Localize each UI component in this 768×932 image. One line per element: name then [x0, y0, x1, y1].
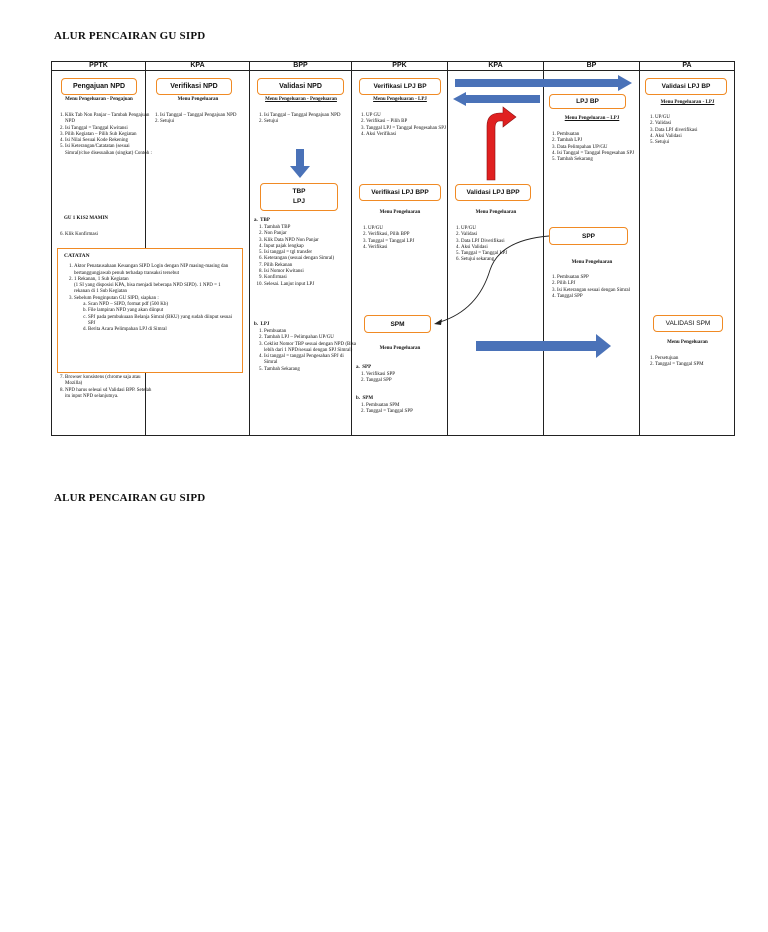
list-item: 10. Selesai. Lanjut input LPJ	[264, 282, 358, 288]
pptk-steps-7-8	[55, 375, 153, 400]
list-item: 2. Pilih LPJ	[557, 281, 647, 287]
box-spp: SPP	[549, 227, 628, 245]
list-item: 1. Pembuatan	[264, 329, 358, 335]
list-item: 2. Isi Tanggal = Tanggal Kwitansi	[65, 126, 153, 132]
bpp-tbp-steps	[254, 225, 358, 288]
bpp-menu: Menu Pengeluaran - Pengeluaran	[265, 97, 337, 102]
list-item: 3. Tanggal LPJ = Tanggal Pengesahan SPJ	[366, 126, 454, 132]
bp-steps	[547, 132, 647, 163]
list-item: 4. Isi tanggal = tanggal Pengesahan SPJ di Simral	[264, 354, 358, 367]
box-validasi-lpj-bp: Validasi LPJ BP	[645, 78, 727, 95]
list-item: a. Scan NPD – SIPD, format pdf (500 Kb)	[88, 302, 236, 308]
list-item: 4. Isi Tanggal = Tanggal Pengesahan SPJ	[557, 151, 647, 157]
kpa1-menu: Menu Pengeluaran	[177, 97, 219, 102]
bpp-section-a	[254, 218, 270, 224]
pa-menu: Menu Pengeluaran - LPJ	[660, 100, 715, 105]
list-item: 3. Tanggal = Tanggal LPJ	[368, 239, 454, 245]
list-item: 1. Pembuatan SPP	[557, 275, 647, 281]
column-header-ppk: PPK	[392, 62, 407, 69]
list-item: 2. Validasi	[655, 121, 743, 127]
list-item: 2. Setujui	[160, 119, 255, 125]
ppk-section-b	[356, 396, 373, 402]
list-item: c. SPJ pada pembukuaan Belanja Simral (BKU) yang sudah diinput sesuai SPJ	[88, 315, 236, 328]
list-item: 1. Pembuatan SPM	[366, 403, 454, 409]
list-item: 4. Verifikasi	[368, 245, 454, 251]
list-item: 4. Input pajak lengkap	[264, 244, 358, 250]
list-item: 2. Verifikasi, Pilih BPP	[368, 232, 454, 238]
section-title: TBP	[260, 218, 270, 223]
bp-menu: Menu Pengeluaran – LPJ	[564, 116, 620, 121]
list-item: 1. UP/GU	[368, 226, 454, 232]
pa-menu-2: Menu Pengeluaran	[667, 340, 708, 345]
catatan-item-2b: (1 SI yang disposisi KPA, bisa menjadi beberapa NPD SIPD). 1 NPD = 1 rekanan di 1 Sub Kegiatan	[74, 283, 221, 295]
list-item: 3. Ceklist Nomor TBP sesuai dengan NPD (Bisa lebih dari 1 NPD/sesuai dengan SPJ Simral)	[264, 342, 358, 355]
bp-menu-2: Menu Pengeluaran	[571, 260, 613, 265]
ppk-steps	[356, 113, 454, 138]
list-item: 9. Konfirmasi	[264, 275, 358, 281]
catatan-sublist	[74, 302, 236, 333]
list-item: 4. Tanggal SPP	[557, 294, 647, 300]
list-item: 1. UP GU	[366, 113, 454, 119]
list-item: 1. Klik Tab Non Panjar – Tambah Pengajuan NPD	[65, 113, 153, 126]
pptk-menu: Menu Pengeluaran - Pengajuan	[65, 97, 133, 102]
box-validasi-npd: Validasi NPD	[257, 78, 344, 95]
section-title: SPP	[362, 365, 372, 370]
list-item: 3. Klik Data NPD Non Panjar	[264, 238, 358, 244]
catatan-item-3: Sebelum Penginputan GU SIPD, siapkan :	[74, 295, 159, 301]
list-item: d. Berita Acara Pelimpahan LPJ di Simral	[88, 327, 236, 333]
list-item: 1. UP/GU	[461, 226, 551, 232]
list-item: 1. Pembuatan	[557, 132, 647, 138]
column-header-kpa-2: KPA	[488, 62, 503, 69]
ppk-steps-2	[358, 226, 454, 251]
list-item: 4. Aksi Validasi	[461, 245, 551, 251]
list-item: 2. Tanggal SPP	[366, 378, 454, 384]
catatan-heading: CATATAN	[64, 253, 90, 259]
bpp-lpj-steps	[254, 329, 358, 373]
list-item: 6. Setujui sekarang	[461, 257, 551, 263]
section-letter: b.	[356, 396, 361, 401]
bpp-steps	[254, 113, 356, 126]
list-item: 2. Setujui	[264, 119, 356, 125]
list-item: 1. Verifikasi SPP	[366, 372, 454, 378]
list-item: 2. Tambah LPJ – Pelimpahan UP/GU	[264, 335, 358, 341]
box-validasi-lpj-bpp: Validasi LPJ BPP	[455, 184, 531, 201]
ppk-menu-2: Menu Pengeluaran	[379, 210, 421, 215]
list-item: 5. Isi Keterangan/Catatatan (sesuai Simral)/clue disesuaikan (singkat) Contoh :	[65, 144, 153, 157]
list-item: 2. Tanggal = Tanggal SPM	[655, 362, 743, 368]
kpa1-steps	[150, 113, 255, 126]
list-item: 5. Setujui	[655, 140, 743, 146]
list-item: 8. NPD harus selesai sd Validasi BPP. Setelah itu input NPD selanjutnya.	[65, 388, 153, 401]
column-header-pptk: PPTK	[89, 62, 108, 69]
pptk-example: GU 1 K1S2 MAMIN	[64, 216, 109, 221]
list-item: 2. Validasi	[461, 232, 551, 238]
ppk-spp-steps	[356, 372, 454, 385]
box-tbp-lpj	[260, 183, 338, 211]
list-item: 5. Isi tanggal = tgl transfer	[264, 250, 358, 256]
ppk-menu: Menu Pengeluaran - LPJ	[373, 97, 427, 102]
box-spm: SPM	[364, 315, 431, 333]
section-title: SPM	[362, 396, 374, 401]
list-item: 1. Tambah TBP	[264, 225, 358, 231]
section-letter: a.	[254, 218, 258, 223]
pptk-steps	[55, 113, 153, 157]
list-item: 2. Tanggal = Tanggal SPP	[366, 409, 454, 415]
box-lpj-bp: LPJ BP	[549, 94, 626, 109]
list-item: 5. Tambah Sekarang	[557, 157, 647, 163]
box-verifikasi-lpj-bp: Verifikasi LPJ BP	[359, 78, 441, 95]
list-item: 3. Data Pelimpahan UP/GU	[557, 145, 647, 151]
list-item: 4. Isi Nilai Sesuai Kode Rekening	[65, 138, 153, 144]
section-title: LPJ	[260, 322, 270, 327]
list-item: 8. Isi Nomor Kwitansi	[264, 269, 358, 275]
box-lpj-label: LPJ	[293, 198, 305, 205]
box-pengajuan-npd: Pengajuan NPD	[61, 78, 137, 95]
column-header-bpp: BPP	[293, 62, 308, 69]
list-item: 1. Aktor Penatausahaan Keuangan SIPD Login dengan NIP masing-masing dan bertanggungjawab penuh terhadap transaksi tersebut	[74, 264, 236, 277]
list-item: 3. Isi Keterangan sesuai dengan Simral	[557, 288, 647, 294]
list-item: 2. Non Panjar	[264, 231, 358, 237]
box-tbp-label: TBP	[292, 188, 306, 195]
pa-steps-2	[645, 356, 743, 369]
catatan-box	[57, 248, 243, 373]
list-item: 5. Tanggal = Tanggal LPJ	[461, 251, 551, 257]
list-item: 4. Aksi Verifikasi	[366, 132, 454, 138]
list-item: 3. Data LPJ Diverifikasi	[461, 239, 551, 245]
section-letter: a.	[356, 365, 360, 370]
list-item: 6. Keterangan (sesuai dengan Simral)	[264, 256, 358, 262]
ppk-section-a	[356, 365, 371, 371]
list-item: 7. Pilih Rekanan	[264, 263, 358, 269]
list-item: 3. Pilih Kegiatan – Pilih Sub Kegiatan	[65, 132, 153, 138]
pa-steps	[645, 115, 743, 146]
catatan-item-2a: 1 Rekanan, 1 Sub Kegiatan	[74, 276, 129, 282]
list-item: 1. Persetujuan	[655, 356, 743, 362]
kpa2-steps	[451, 226, 551, 264]
list-item	[74, 277, 236, 296]
list-item: 4. Aksi Validasi	[655, 134, 743, 140]
box-verifikasi-lpj-bpp: Verifikasi LPJ BPP	[359, 184, 441, 201]
list-item: 2. Verifikasi – Pilih BP	[366, 119, 454, 125]
list-item: 6. Klik Konfirmasi	[65, 232, 153, 238]
list-item: 1. Isi Tanggal – Tanggal Pengajuan NPD	[264, 113, 356, 119]
list-item: 2. Tambah LPJ	[557, 138, 647, 144]
list-item: b. File lampiran NPD yang akan diinput	[88, 308, 236, 314]
column-header-pa: PA	[682, 62, 692, 69]
pptk-step-6	[55, 232, 153, 238]
list-item: 5. Tambah Sekarang	[264, 367, 358, 373]
list-item	[74, 296, 236, 334]
list-item: 7. Browser konsistens (chrome saja atau Mozilla)	[65, 375, 153, 388]
catatan-list	[64, 264, 236, 333]
ppk-menu-3: Menu Pengeluaran	[379, 346, 421, 351]
list-item: 3. Data LPJ diverifikasi	[655, 128, 743, 134]
bpp-section-b	[254, 322, 269, 328]
box-validasi-spm: VALIDASI SPM	[653, 315, 723, 332]
list-item: 1. UP/GU	[655, 115, 743, 121]
bp-steps-2	[547, 275, 647, 300]
page-title-bottom: ALUR PENCAIRAN GU SIPD	[54, 492, 206, 504]
column-header-bp: BP	[586, 62, 597, 69]
ppk-spm-steps	[356, 403, 454, 416]
column-header-kpa-1: KPA	[190, 62, 205, 69]
box-verifikasi-npd: Verifikasi NPD	[156, 78, 232, 95]
section-letter: b.	[254, 322, 259, 327]
page-title: ALUR PENCAIRAN GU SIPD	[54, 30, 206, 42]
kpa2-menu: Menu Pengeluaran	[475, 210, 517, 215]
list-item: 1. Isi Tanggal – Tanggal Pengajuan NPD	[160, 113, 255, 119]
